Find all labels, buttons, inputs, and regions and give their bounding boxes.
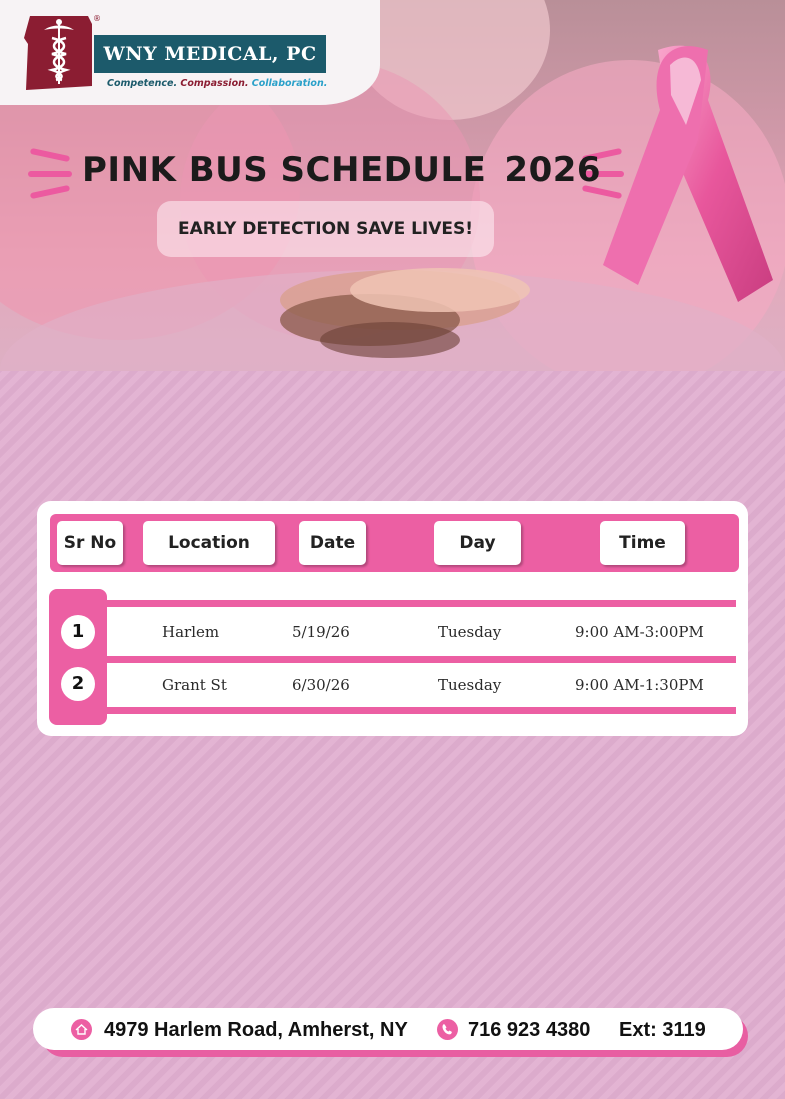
cell-time: 9:00 AM-3:00PM (575, 623, 704, 641)
cell-day: Tuesday (438, 676, 502, 694)
cell-date: 5/19/26 (292, 623, 350, 641)
logo-area (0, 0, 380, 105)
address-text: 4979 Harlem Road, Amherst, NY (104, 1019, 408, 1041)
hero-banner (0, 0, 785, 371)
header-sr-no: Sr No (57, 521, 123, 565)
title-year: 2026 (504, 150, 602, 190)
header-date: Date (299, 521, 366, 565)
cell-date: 6/30/26 (292, 676, 350, 694)
cell-day: Tuesday (438, 623, 502, 641)
tagline-collaboration: Collaboration. (251, 78, 328, 89)
header-day: Day (434, 521, 521, 565)
row-divider (107, 707, 736, 714)
title-text: PINK BUS SCHEDULE (82, 150, 487, 190)
row-divider (107, 656, 736, 663)
row-divider (107, 600, 736, 607)
home-icon (71, 1019, 92, 1040)
phone-text: 716 923 4380 (468, 1019, 591, 1041)
contact-footer (33, 1008, 743, 1050)
schedule-table (37, 501, 748, 736)
brand-tagline (107, 78, 327, 89)
table-header (50, 514, 739, 572)
row-number: 2 (61, 667, 95, 701)
pink-ribbon-icon (598, 40, 773, 305)
header-location: Location (143, 521, 275, 565)
header-time: Time (600, 521, 685, 565)
cell-location: Harlem (162, 623, 220, 641)
joined-hands-image (250, 240, 550, 371)
phone-icon (437, 1019, 458, 1040)
row-number: 1 (61, 615, 95, 649)
caduceus-logo-icon (22, 14, 96, 92)
extension-text: Ext: 3119 (619, 1019, 706, 1041)
registered-mark: ® (93, 14, 101, 23)
page-title (82, 150, 601, 190)
cell-location: Grant St (162, 676, 227, 694)
brand-name: WNY MEDICAL, PC (94, 35, 326, 73)
tagline-compassion: Compassion. (180, 78, 249, 89)
cell-time: 9:00 AM-1:30PM (575, 676, 704, 694)
row-number-column (49, 589, 107, 725)
subtitle-pill: EARLY DETECTION SAVE LIVES! (157, 201, 494, 257)
tagline-competence: Competence. (107, 78, 178, 89)
